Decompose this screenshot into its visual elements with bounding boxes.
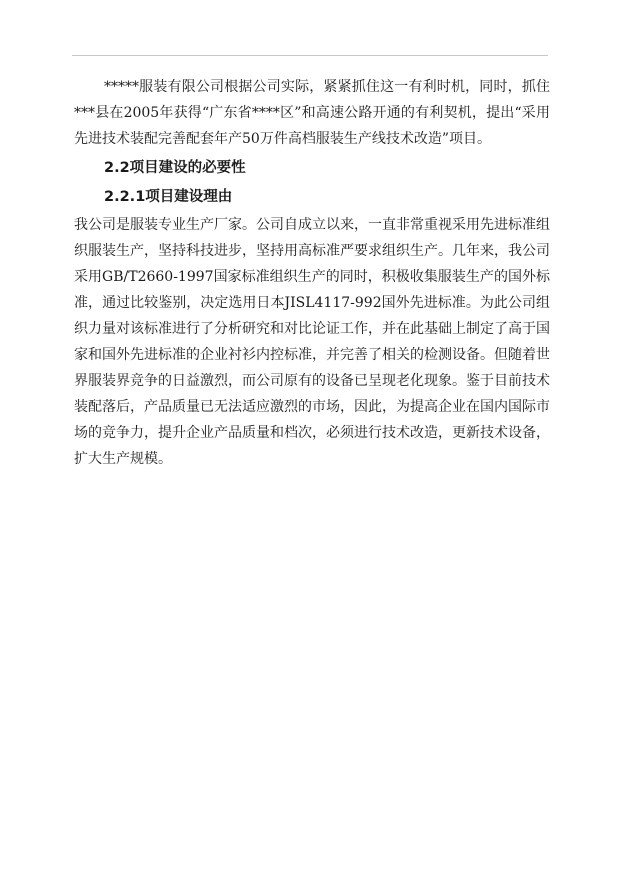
intro-paragraph: *****服装有限公司根据公司实际，紧紧抓住这一有利时机，同时，抓住***县在2005年获得“广东省****区”和高速公路开通的有利契机，提出“采用先进技术装配完善配套年产50万件高档服装生产线技术改造”项目。 — [74, 79, 550, 147]
document-body — [74, 74, 550, 472]
section-heading: 2.2项目建设的必要性 — [104, 160, 246, 176]
header-rule — [72, 55, 548, 56]
body-paragraph: 我公司是服装专业生产厂家。公司自成立以来，一直非常重视采用先进标准组织服装生产，坚持科技进步，坚持用高标准严要求组织生产。几年来，我公司采用GB/T2660-1997国家标准组织生产的同时，积极收集服装生产的国外标准，通过比较鉴别，决定选用日本JISL4117-992国外先进标准。为此公司组织力量对该标准进行了分析研究和对比论证工作，并在此基础上制定了高于国家和国外先进标准的企业衬衫内控标准，并完善了相关的检测设备。但随着世界服装界竞争的日益激烈，而公司原有的设备已呈现老化现象。鉴于目前技术装配落后，产品质量已无法适应激烈的市场，因此，为提高企业在国内国际市场的竞争力，提升企业产品质量和档次，必须进行技术改造，更新技术设备，扩大生产规模。 — [74, 217, 550, 467]
subsection-heading: 2.2.1项目建设理由 — [104, 189, 233, 205]
